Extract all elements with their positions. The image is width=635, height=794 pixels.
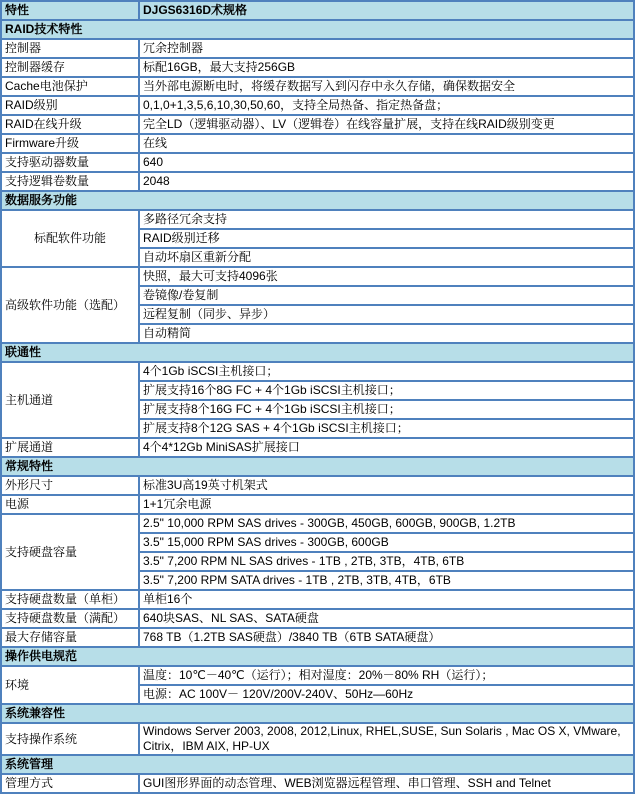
spec-value-cell: 640块SAS、NL SAS、SATA硬盘 <box>139 609 634 628</box>
spec-row <box>1 77 634 96</box>
spec-value-cell: RAID级别迁移 <box>139 229 634 248</box>
spec-label-cell: 支持操作系统 <box>1 723 139 755</box>
section-header-row <box>1 755 634 774</box>
spec-row <box>1 172 634 191</box>
spec-row <box>1 774 634 793</box>
spec-value-cell: 在线 <box>139 134 634 153</box>
spec-label-cell: 支持硬盘数量（满配） <box>1 609 139 628</box>
spec-table-body <box>1 20 634 793</box>
spec-label-cell: 管理方式 <box>1 774 139 793</box>
section-header-row <box>1 20 634 39</box>
spec-label-cell: 支持硬盘数量（单柜） <box>1 590 139 609</box>
section-title: RAID技术特性 <box>1 20 634 39</box>
spec-value-cell: 快照，最大可支持4096张 <box>139 267 634 286</box>
spec-row <box>1 666 634 685</box>
spec-value-cell: 3.5" 7,200 RPM NL SAS drives - 1TB , 2TB, 3TB，4TB, 6TB <box>139 552 634 571</box>
spec-row <box>1 115 634 134</box>
spec-value-cell: GUI图形界面的动态管理、WEB浏览器远程管理、串口管理、SSH and Telnet <box>139 774 634 793</box>
header-row <box>1 1 634 20</box>
section-header-row <box>1 647 634 666</box>
spec-value-cell: 2048 <box>139 172 634 191</box>
section-title: 系统兼容性 <box>1 704 634 723</box>
spec-value-cell: 扩展支持8个12G SAS + 4个1Gb iSCSI主机接口； <box>139 419 634 438</box>
spec-label-cell: 外形尺寸 <box>1 476 139 495</box>
spec-value-cell: 温度：10℃－40℃（运行）；相对湿度：20%－80% RH（运行）； <box>139 666 634 685</box>
spec-row <box>1 514 634 533</box>
spec-value-cell: 0,1,0+1,3,5,6,10,30,50,60，支持全局热备、指定热备盘； <box>139 96 634 115</box>
spec-label-cell: 控制器缓存 <box>1 58 139 77</box>
section-title: 数据服务功能 <box>1 191 634 210</box>
spec-row <box>1 96 634 115</box>
spec-row <box>1 609 634 628</box>
spec-row <box>1 153 634 172</box>
spec-label-cell: 标配软件功能 <box>1 210 139 267</box>
spec-label-cell: Cache电池保护 <box>1 77 139 96</box>
section-title: 常规特性 <box>1 457 634 476</box>
spec-label-cell: 最大存储容量 <box>1 628 139 647</box>
feature-column-header: 特性 <box>1 1 139 20</box>
spec-label-cell: 主机通道 <box>1 362 139 438</box>
spec-value-cell: 768 TB（1.2TB SAS硬盘）/3840 TB（6TB SATA硬盘） <box>139 628 634 647</box>
spec-value-cell: 3.5" 7,200 RPM SATA drives - 1TB , 2TB, 3TB, 4TB，6TB <box>139 571 634 590</box>
section-title: 联通性 <box>1 343 634 362</box>
spec-label-cell: 扩展通道 <box>1 438 139 457</box>
spec-row <box>1 628 634 647</box>
spec-row <box>1 590 634 609</box>
spec-value-cell: 标配16GB，最大支持256GB <box>139 58 634 77</box>
spec-row <box>1 58 634 77</box>
spec-value-cell: 1+1冗余电源 <box>139 495 634 514</box>
spec-value-cell: 3.5" 15,000 RPM SAS drives - 300GB, 600GB <box>139 533 634 552</box>
spec-label-cell: 支持驱动器数量 <box>1 153 139 172</box>
section-header-row <box>1 191 634 210</box>
spec-table-header <box>1 1 634 20</box>
spec-row <box>1 723 634 755</box>
spec-value-cell: Windows Server 2003, 2008, 2012,Linux, RHEL,SUSE, Sun Solaris , Mac OS X, VMware, Citrix，IBM AIX, HP-UX <box>139 723 634 755</box>
spec-value-cell: 冗余控制器 <box>139 39 634 58</box>
spec-label-cell: 环境 <box>1 666 139 704</box>
section-header-row <box>1 704 634 723</box>
spec-row <box>1 134 634 153</box>
spec-value-cell: 电源：AC 100V－ 120V/200V-240V、50Hz—60Hz <box>139 685 634 704</box>
spec-value-cell: 2.5" 10,000 RPM SAS drives - 300GB, 450GB, 600GB, 900GB, 1.2TB <box>139 514 634 533</box>
spec-value-cell: 多路径冗余支持 <box>139 210 634 229</box>
spec-value-cell: 自动精简 <box>139 324 634 343</box>
spec-label-cell: 高级软件功能（选配） <box>1 267 139 343</box>
spec-value-cell: 完全LD（逻辑驱动器）、LV（逻辑卷）在线容量扩展，支持在线RAID级别变更 <box>139 115 634 134</box>
spec-row <box>1 267 634 286</box>
spec-label-cell: 控制器 <box>1 39 139 58</box>
section-header-row <box>1 457 634 476</box>
spec-label-cell: 支持硬盘容量 <box>1 514 139 590</box>
spec-label-cell: 支持逻辑卷数量 <box>1 172 139 191</box>
section-title: 操作供电规范 <box>1 647 634 666</box>
model-column-header: DJGS6316D术规格 <box>139 1 634 20</box>
spec-value-cell: 卷镜像/卷复制 <box>139 286 634 305</box>
section-header-row <box>1 343 634 362</box>
section-title: 系统管理 <box>1 755 634 774</box>
spec-label-cell: Firmware升级 <box>1 134 139 153</box>
spec-value-cell: 远程复制（同步、异步） <box>139 305 634 324</box>
spec-value-cell: 标准3U高19英寸机架式 <box>139 476 634 495</box>
spec-row <box>1 476 634 495</box>
spec-label-cell: 电源 <box>1 495 139 514</box>
spec-row <box>1 210 634 229</box>
spec-value-cell: 扩展支持8个16G FC + 4个1Gb iSCSI主机接口； <box>139 400 634 419</box>
spec-value-cell: 单柜16个 <box>139 590 634 609</box>
spec-label-cell: RAID级别 <box>1 96 139 115</box>
spec-value-cell: 自动坏扇区重新分配 <box>139 248 634 267</box>
spec-value-cell: 4个4*12Gb MiniSAS扩展接口 <box>139 438 634 457</box>
spec-row <box>1 438 634 457</box>
spec-value-cell: 扩展支持16个8G FC + 4个1Gb iSCSI主机接口； <box>139 381 634 400</box>
spec-label-cell: RAID在线升级 <box>1 115 139 134</box>
spec-row <box>1 495 634 514</box>
spec-row <box>1 362 634 381</box>
spec-value-cell: 4个1Gb iSCSI主机接口； <box>139 362 634 381</box>
spec-row <box>1 39 634 58</box>
spec-value-cell: 当外部电源断电时，将缓存数据写入到闪存中永久存储，确保数据安全 <box>139 77 634 96</box>
spec-value-cell: 640 <box>139 153 634 172</box>
